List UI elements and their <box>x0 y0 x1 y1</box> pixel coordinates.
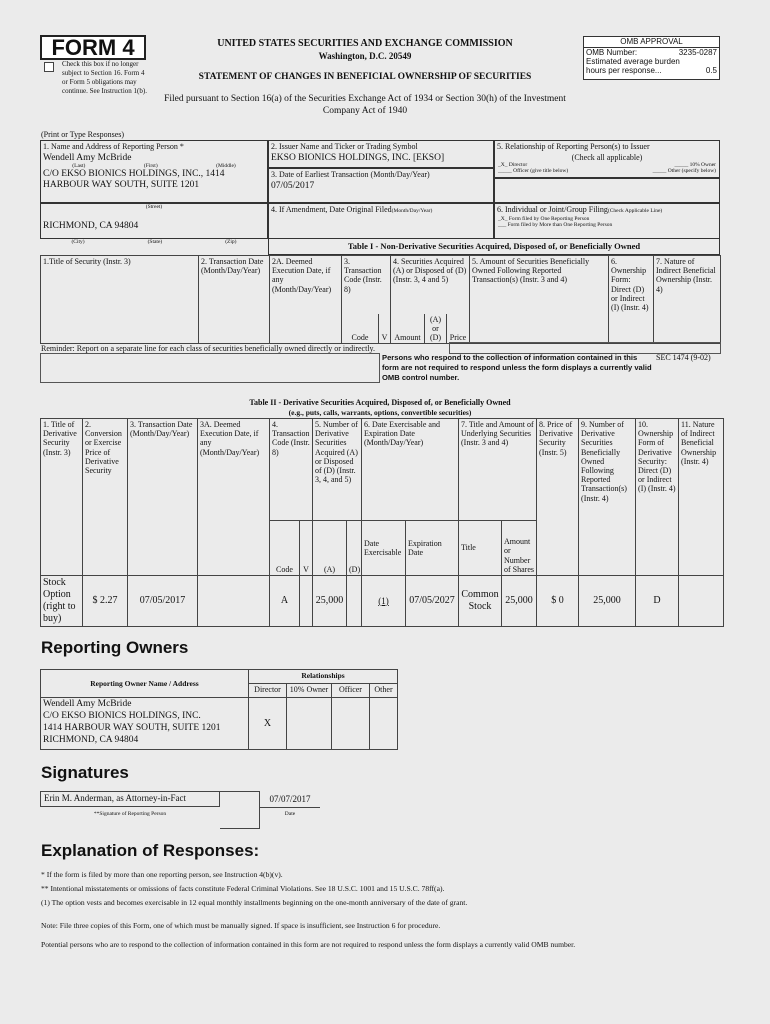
t2-col-nature: 11. Nature of Indirect Beneficial Ownership (Instr. 4) <box>679 419 724 576</box>
omb-number: 3235-0287 <box>678 48 717 57</box>
agency-name: UNITED STATES SECURITIES AND EXCHANGE COMMISSION <box>217 38 513 49</box>
t2-sub-title: Title <box>459 521 502 576</box>
table-row <box>41 576 724 627</box>
owners-col-10pct: 10% Owner <box>287 684 332 698</box>
explanation-heading: Explanation of Responses: <box>41 841 260 860</box>
reminder-box-left <box>40 353 380 383</box>
omb-hours-label: hours per response... <box>586 66 662 75</box>
statement-title: STATEMENT OF CHANGES IN BENEFICIAL OWNERSHIP OF SECURITIES <box>198 72 532 82</box>
t2-sub-amount: Amount or Number of Shares <box>502 521 537 576</box>
note-2: ** Intentional misstatements or omissions of facts constitute Federal Criminal Violations. See 18 U.S.C. 1001 and 15 U.S.C. 78ff(a). <box>41 884 445 894</box>
t2-row-expiration: 07/05/2027 <box>406 576 459 627</box>
middle-label: (Middle) <box>216 162 236 169</box>
state-label: (State) <box>147 239 163 245</box>
t2-row-exercisable-footnote[interactable]: (1) <box>362 576 406 627</box>
t2-col-title: 1. Title of Derivative Security (Instr. 3) <box>41 419 83 576</box>
box6-sub: (Check Applicable Line) <box>607 208 663 214</box>
owner-other-mark <box>370 698 398 750</box>
reporter-address[interactable] <box>41 169 267 191</box>
t1-col-securities: 4. Securities Acquired (A) or Disposed of (D) (Instr. 3, 4 and 5) <box>391 256 470 314</box>
signature-gap <box>220 791 260 829</box>
last-label: (Last) <box>72 162 86 169</box>
t2-sub-a: (A) <box>313 521 347 576</box>
sec-code: SEC 1474 (9-02) <box>656 353 711 362</box>
print-type-note: (Print or Type Responses) <box>41 130 125 139</box>
t2-row-price: $ 2.27 <box>83 576 128 627</box>
t2-row-owned: 25,000 <box>579 576 636 627</box>
t2-row-date: 07/05/2017 <box>128 576 198 627</box>
t2-row-a: 25,000 <box>313 576 347 627</box>
box6-label <box>495 204 719 216</box>
reporting-owners-table <box>40 669 398 750</box>
signer-label: **Signature of Reporting Person <box>93 811 167 817</box>
owner-line3: 1414 HARBOUR WAY SOUTH, SUITE 1201 <box>43 722 221 733</box>
signature-date[interactable]: 07/07/2017 <box>260 791 320 808</box>
filing-more[interactable]: ___ Form filed by More than One Reporting Person <box>498 221 613 228</box>
form-title: FORM 4 <box>40 35 146 60</box>
t1-col-ownership-form: 6. Ownership Form: Direct (D) or Indirect (I) (Instr. 4) <box>609 256 654 344</box>
no-longer-subject-checkbox[interactable] <box>44 62 54 72</box>
box5-relationship <box>494 140 720 178</box>
t2-col-owned: 9. Number of Derivative Securities Beneficially Owned Following Reported Transaction(s) (Instr. 4) <box>579 419 636 576</box>
name-sublabels <box>41 163 267 169</box>
owners-col-officer: Officer <box>332 684 370 698</box>
table2-title: Table II - Derivative Securities Acquired, Disposed of, or Beneficially Owned <box>249 398 511 407</box>
reporting-owners-heading: Reporting Owners <box>41 638 189 657</box>
t2-sub-exp: Expiration Date <box>406 521 459 576</box>
t2-sub-v: V <box>300 521 313 576</box>
t1-col-deemed: 2A. Deemed Execution Date, if any (Month/Day/Year) <box>270 256 342 344</box>
t1-sub-code: Code <box>342 314 379 344</box>
note-1: * If the form is filed by more than one reporting person, see Instruction 4(b)(v). <box>41 870 283 879</box>
box5-title-area <box>494 178 720 203</box>
persons-notice: Persons who respond to the collection of information contained in this form are not required to respond unless the form displays a currently valid OMB control number. <box>382 353 652 382</box>
t1-sub-aord: (A) or (D) <box>425 314 447 344</box>
officer-option[interactable]: _____ Officer (give title below) <box>498 168 569 175</box>
reporter-section <box>40 140 720 255</box>
reminder-text: Reminder: Report on a separate line for each class of securities beneficially owned directly or indirectly. <box>41 344 376 353</box>
t2-sub-code: Code <box>270 521 300 576</box>
t1-col-nature: 7. Nature of Indirect Beneficial Ownership (Instr. 4) <box>654 256 721 344</box>
t2-row-code: A <box>270 576 300 627</box>
owner-line2: C/O EKSO BIONICS HOLDINGS, INC. <box>43 710 201 721</box>
t1-col-title: 1.Title of Security (Instr. 3) <box>41 256 199 344</box>
t2-row-underlying-amount: 25,000 <box>502 576 537 627</box>
note-5: Potential persons who are to respond to the collection of information contained in this form are not required to respond unless the form displays a currently valid OMB number. <box>41 940 576 950</box>
box6-filing <box>494 203 720 239</box>
t2-col-conversion: 2. Conversion or Exercise Price of Derivative Security <box>83 419 128 576</box>
t2-row-deriv-price: $ 0 <box>537 576 579 627</box>
t2-col-date: 3. Transaction Date (Month/Day/Year) <box>128 419 198 576</box>
owner-line4: RICHMOND, CA 94804 <box>43 734 139 745</box>
owner-officer-mark <box>332 698 370 750</box>
t2-col-exercisable: 6. Date Exercisable and Expiration Date (Month/Day/Year) <box>362 419 459 521</box>
box2-issuer <box>268 140 494 168</box>
box6-label-text: 6. Individual or Joint/Group Filing <box>497 205 608 214</box>
issuer-name[interactable]: EKSO BIONICS HOLDINGS, INC. [EKSO] <box>271 152 445 163</box>
other-option[interactable]: _____ Other (specify below) <box>652 168 716 175</box>
t2-col-deriv-price: 8. Price of Derivative Security (Instr. 5) <box>537 419 579 576</box>
box4-label <box>269 204 493 216</box>
explanation-notes <box>41 870 721 950</box>
box4-amendment <box>268 203 494 239</box>
t2-col-deemed: 3A. Deemed Execution Date, if any (Month/Day/Year) <box>198 419 270 576</box>
t2-row-d <box>347 576 362 627</box>
owner-director-mark: X <box>249 698 287 750</box>
table2-subtitle: (e.g., puts, calls, warrants, options, convertible securities) <box>288 408 472 417</box>
box5-sub: (Check all applicable) <box>571 152 643 162</box>
table-row <box>41 698 398 750</box>
owner-10pct-mark <box>287 698 332 750</box>
owners-col-relationships: Relationships <box>249 670 398 684</box>
owners-col-name: Reporting Owner Name / Address <box>41 670 249 698</box>
t1-sub-amount: Amount <box>391 314 425 344</box>
omb-hours-row <box>586 66 717 75</box>
city-label: (City) <box>71 239 85 245</box>
t1-sub-v: V <box>379 314 391 344</box>
box5-label: 5. Relationship of Reporting Person(s) to Issuer <box>497 142 650 151</box>
omb-burden: Estimated average burden <box>586 57 680 66</box>
filed-pursuant: Filed pursuant to Section 16(a) of the Securities Exchange Act of 1934 or Section 30(h) of the Investment Company Act of 1940 <box>164 94 566 116</box>
signature-box <box>40 791 320 829</box>
box3-label: 3. Date of Earliest Transaction (Month/Day/Year) <box>271 170 430 179</box>
box1-street <box>40 203 268 239</box>
city-state-zip-labels <box>40 239 268 251</box>
director-option[interactable]: _X_ Director <box>498 162 528 169</box>
table1-nonderivative <box>40 255 721 344</box>
omb-approval-box <box>583 36 720 80</box>
t2-sub-date-ex: Date Exercisable <box>362 521 406 576</box>
ten-pct-option[interactable]: _____ 10% Owner <box>674 162 716 169</box>
t1-col-code: 3. Transaction Code (Instr. 8) <box>342 256 391 314</box>
t1-col-amount-owned: 5. Amount of Securities Beneficially Owned Following Reported Transaction(s) (Instr. 3 and 4) <box>470 256 609 344</box>
omb-hours: 0.5 <box>705 66 717 75</box>
t2-row-underlying-title: Common Stock <box>459 576 502 627</box>
box1-reporting-person <box>40 140 268 203</box>
box4-label-text: 4. If Amendment, Date Original Filed <box>271 205 392 214</box>
owners-col-other: Other <box>370 684 398 698</box>
t2-row-nature <box>679 576 724 627</box>
earliest-transaction-date[interactable]: 07/05/2017 <box>271 180 315 191</box>
first-label: (First) <box>143 162 158 169</box>
owner-line1: Wendell Amy McBride <box>43 699 132 709</box>
signatures-heading: Signatures <box>41 763 129 782</box>
city-state-zip[interactable]: RICHMOND, CA 94804 <box>43 221 139 231</box>
date-label: Date <box>284 811 296 817</box>
table2-derivative <box>40 418 724 627</box>
box2-label: 2. Issuer Name and Ticker or Trading Symbol <box>271 142 418 151</box>
table1-title: Table I - Non-Derivative Securities Acquired, Disposed of, or Beneficially Owned <box>268 239 720 255</box>
t2-col-number: 5. Number of Derivative Securities Acquired (A) or Disposed of (D) (Instr. 3, 4, and 5) <box>313 419 362 521</box>
checkbox-note: Check this box if no longer subject to Section 16. Form 4 or Form 5 obligations may continue. See Instruction 1(b). <box>62 60 147 96</box>
omb-number-row <box>586 48 717 57</box>
agency-location: Washington, D.C. 20549 <box>318 51 412 61</box>
zip-label: (Zip) <box>225 239 237 245</box>
t2-row-v <box>300 576 313 627</box>
street-label: (Street) <box>145 204 163 210</box>
t2-col-code: 4. Transaction Code (Instr. 8) <box>270 419 313 521</box>
filing-one[interactable]: _X_ Form filed by One Reporting Person <box>498 215 590 222</box>
t1-sub-price: Price <box>447 314 470 344</box>
note-4: Note: File three copies of this Form, one of which must be manually signed. If space is insufficient, see Instruction 6 for procedure. <box>41 921 441 931</box>
relationship-row2 <box>495 168 719 174</box>
omb-number-label: OMB Number: <box>586 48 638 57</box>
owner-address <box>41 698 249 750</box>
t2-row-deemed <box>198 576 270 627</box>
t2-row-form: D <box>636 576 679 627</box>
omb-title: OMB APPROVAL <box>584 37 719 48</box>
signer-name[interactable]: Erin M. Anderman, as Attorney-in-Fact <box>40 791 220 807</box>
t2-row-security: Stock Option (right to buy) <box>41 576 83 627</box>
owners-col-director: Director <box>249 684 287 698</box>
t2-col-underlying: 7. Title and Amount of Underlying Securities (Instr. 3 and 4) <box>459 419 537 521</box>
box1-label: 1. Name and Address of Reporting Person * <box>43 142 184 151</box>
box4-sub: (Month/Day/Year) <box>391 208 433 214</box>
note-3: (1) The option vests and becomes exercisable in 12 equal monthly installments beginning on the one-month anniversary of the date of grant. <box>41 898 468 908</box>
t2-sub-d: (D) <box>347 521 362 576</box>
t1-col-date: 2. Transaction Date (Month/Day/Year) <box>199 256 270 344</box>
reporter-name[interactable]: Wendell Amy McBride <box>43 152 132 163</box>
t2-col-form: 10. Ownership Form of Derivative Security: Direct (D) or Indirect (I) (Instr. 4) <box>636 419 679 576</box>
address-line2: HARBOUR WAY SOUTH, SUITE 1201 <box>43 179 200 190</box>
box3-earliest-date <box>268 168 494 203</box>
address-line1: C/O EKSO BIONICS HOLDINGS, INC., 1414 <box>43 168 225 179</box>
